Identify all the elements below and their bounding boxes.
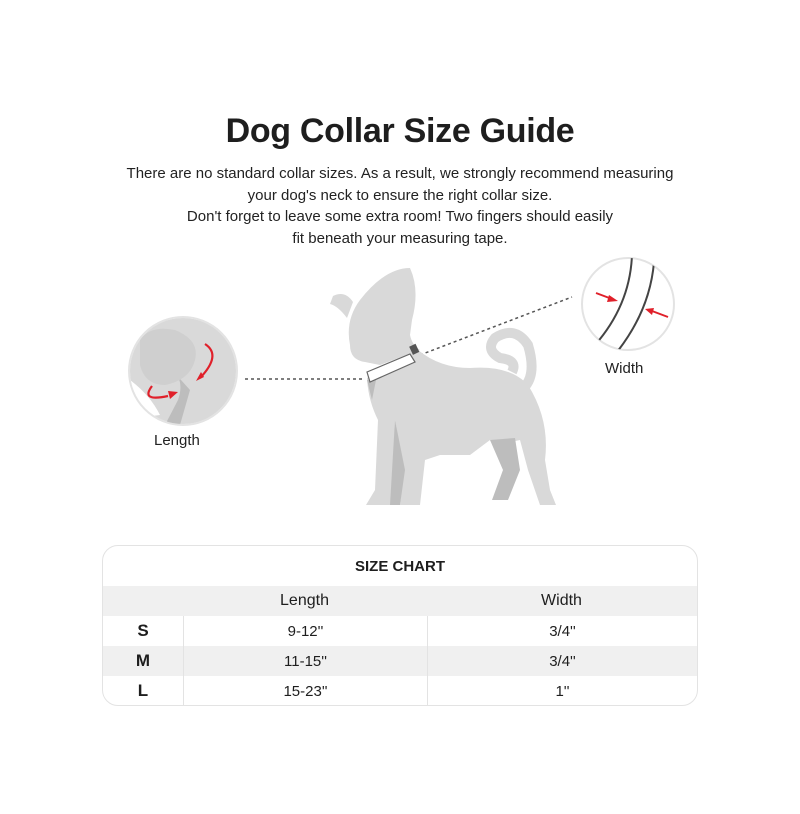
size-cell: L [137, 681, 149, 700]
length-cell: 11-15'' [183, 646, 427, 676]
intro-line: There are no standard collar sizes. As a result, we strongly recommend measuring [126, 165, 674, 182]
length-cell: 9-12'' [183, 616, 427, 646]
width-cell: 1'' [427, 676, 697, 706]
header-cell [103, 586, 183, 616]
dog-silhouette [330, 268, 556, 505]
size-cell: M [135, 651, 151, 670]
intro-text [100, 163, 700, 249]
intro-line: fit beneath your measuring tape. [292, 229, 508, 247]
length-label: Length [154, 432, 200, 449]
width-label: Width [605, 360, 644, 377]
table-row [103, 676, 697, 706]
intro-line: Don't forget to leave some extra room! Two fingers should easily [186, 208, 614, 225]
page-title: Dog Collar Size Guide [225, 112, 575, 150]
neck-length-detail-icon [120, 300, 250, 440]
table-header-row [103, 586, 697, 616]
width-cell: 3/4'' [427, 646, 697, 676]
collar-width-detail-icon [582, 255, 674, 352]
intro-line: your dog's neck to ensure the right collar size. [247, 186, 553, 204]
table-row [103, 616, 697, 646]
size-cell: S [137, 621, 149, 640]
table-row [103, 646, 697, 676]
size-chart-title: SIZE CHART [355, 557, 445, 575]
width-cell: 3/4'' [427, 616, 697, 646]
length-cell: 15-23'' [183, 676, 427, 706]
header-width: Width [541, 592, 582, 609]
header-length: Length [280, 592, 329, 609]
size-chart-table [102, 545, 698, 706]
dog-illustration [0, 250, 800, 520]
